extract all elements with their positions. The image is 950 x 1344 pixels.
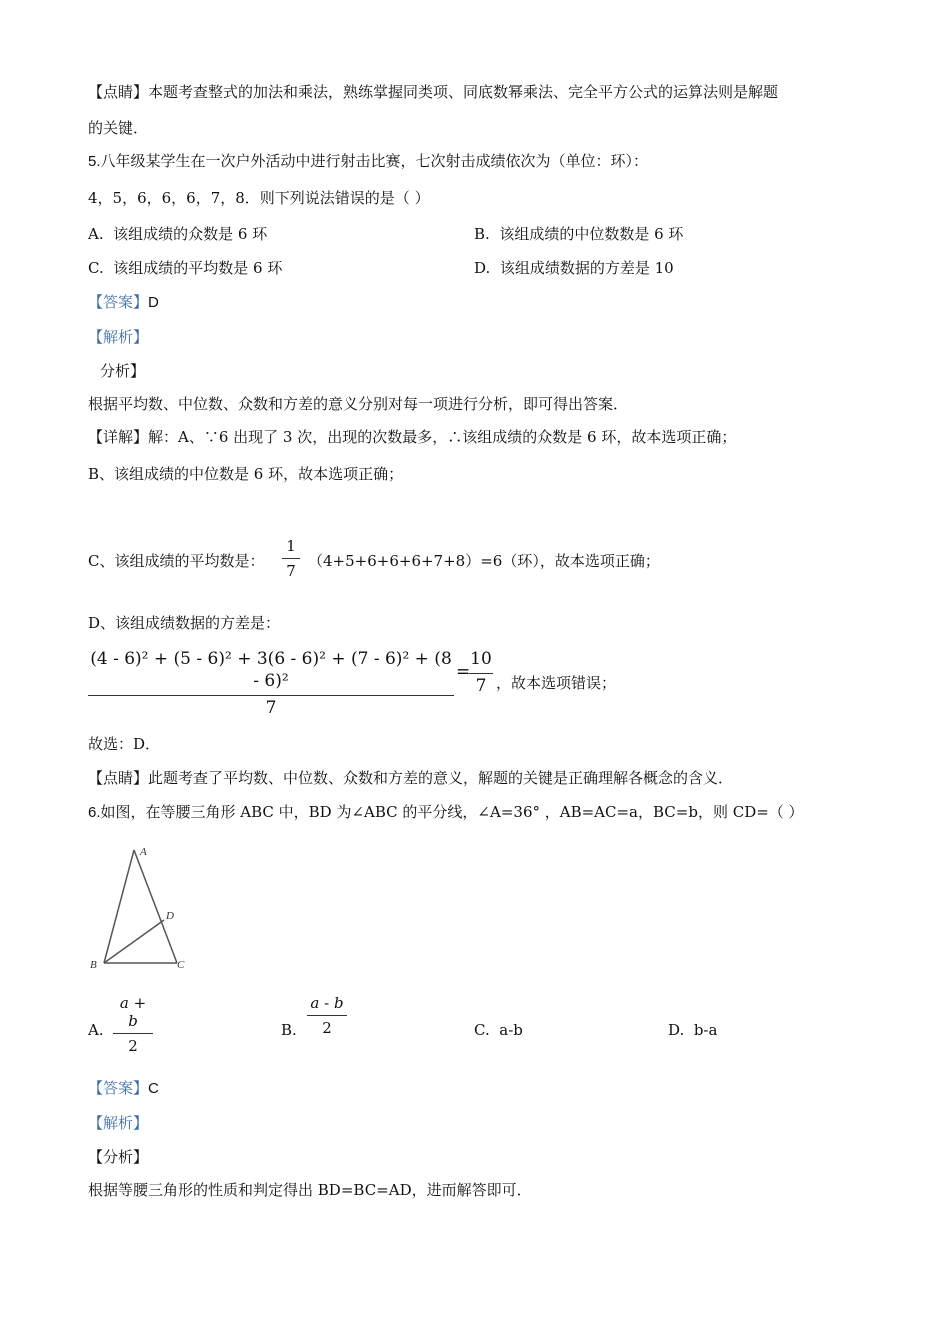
q6-number: 6.	[88, 804, 101, 821]
variance-fraction	[88, 648, 454, 717]
variance-denominator: 7	[265, 698, 277, 718]
q6-option-b-key: B.	[281, 1021, 297, 1039]
q6-option-a-fraction: a + b 2	[113, 994, 153, 1055]
mean-fraction: 1 7	[282, 537, 300, 580]
q5-jiexi-label: 【解析】	[88, 328, 149, 346]
q5-conclusion: 故选：D．	[88, 735, 161, 753]
label-c: C	[177, 959, 185, 971]
q5-detail-c-suffix: （4+5+6+6+6+7+8）=6（环），故本选项正确；	[308, 552, 660, 570]
prev-dianjing-cont: 的关键．	[88, 119, 149, 137]
q5-answer	[88, 292, 159, 313]
q6-fenxi-label: 【分析】	[88, 1148, 149, 1166]
variance-suffix: ，故本选项错误；	[496, 674, 617, 692]
q6-option-b-fraction: a - b 2	[307, 994, 347, 1037]
q5-detail-a: 【详解】解：A、∵6 出现了 3 次，出现的次数最多，∴该组成绩的众数是 6 环，故本选项正确；	[88, 428, 737, 446]
dianjing-text: 本题考查整式的加法和乘法，熟练掌握同类项、同底数幂乘法、完全平方公式的运算法则是解题	[148, 83, 779, 101]
q5-detail-c-prefix: C、该组成绩的平均数是：	[88, 552, 265, 570]
equals-sign: =	[456, 662, 471, 682]
q6-stem	[88, 802, 804, 823]
q5-detail-b: B、该组成绩的中位数是 6 环，故本选项正确；	[88, 465, 404, 483]
q6-jiexi-label: 【解析】	[88, 1114, 149, 1132]
variance-result: 10 7	[470, 649, 492, 696]
q6-stem-text: 如图，在等腰三角形 ABC 中，BD 为∠ABC 的平分线，∠A=36° ，AB=AC=a，BC=b，则 CD=（ ）	[100, 803, 804, 821]
triangle-figure	[86, 838, 196, 974]
q5-stem	[88, 151, 648, 172]
side-ac	[134, 850, 177, 963]
q5-option-b: B. 该组成绩的中位数数是 6 环	[474, 225, 684, 243]
q6-option-a-key: A.	[88, 1021, 104, 1039]
q5-stem-2: 4，5，6，6，6，7，8．则下列说法错误的是（ ）	[88, 189, 430, 207]
q6-option-c: C. a-b	[474, 1021, 523, 1039]
q6-option-d: D. b-a	[668, 1021, 718, 1039]
answer-value: D	[148, 294, 159, 311]
q5-detail-d-prefix: D、该组成绩数据的方差是：	[88, 614, 281, 632]
variance-numerator: (4 - 6)² + (5 - 6)² + 3(6 - 6)² + (7 - 6)² + (8 - 6)²	[90, 649, 452, 691]
q5-option-a: A. 该组成绩的众数是 6 环	[88, 225, 268, 243]
q5-number: 5.	[88, 153, 101, 170]
label-d: D	[166, 910, 174, 922]
q5-option-d: D. 该组成绩数据的方差是 10	[474, 259, 674, 277]
prev-dianjing	[88, 82, 778, 102]
detail-label: 【详解】	[88, 428, 149, 446]
q5-dianjing: 【点睛】此题考查了平均数、中位数、众数和方差的意义，解题的关键是正确理解各概念的含义．	[88, 769, 734, 787]
label-a: A	[140, 846, 147, 858]
q6-fenxi-text: 根据等腰三角形的性质和判定得出 BD=BC=AD，进而解答即可．	[88, 1181, 532, 1199]
q5-option-c: C. 该组成绩的平均数是 6 环	[88, 259, 283, 277]
q5-fenxi-label: 分析】	[100, 362, 146, 380]
dianjing-label: 【点睛】	[88, 83, 149, 101]
answer-label: 【答案】	[88, 293, 149, 311]
q6-answer: 【答案】C	[88, 1079, 159, 1097]
label-b: B	[90, 959, 97, 971]
q5-fenxi-text: 根据平均数、中位数、众数和方差的意义分别对每一项进行分析，即可得出答案．	[88, 395, 629, 413]
q5-stem-text: 八年级某学生在一次户外活动中进行射击比赛，七次射击成绩依次为（单位：环）：	[100, 152, 649, 170]
side-ab	[104, 850, 134, 963]
